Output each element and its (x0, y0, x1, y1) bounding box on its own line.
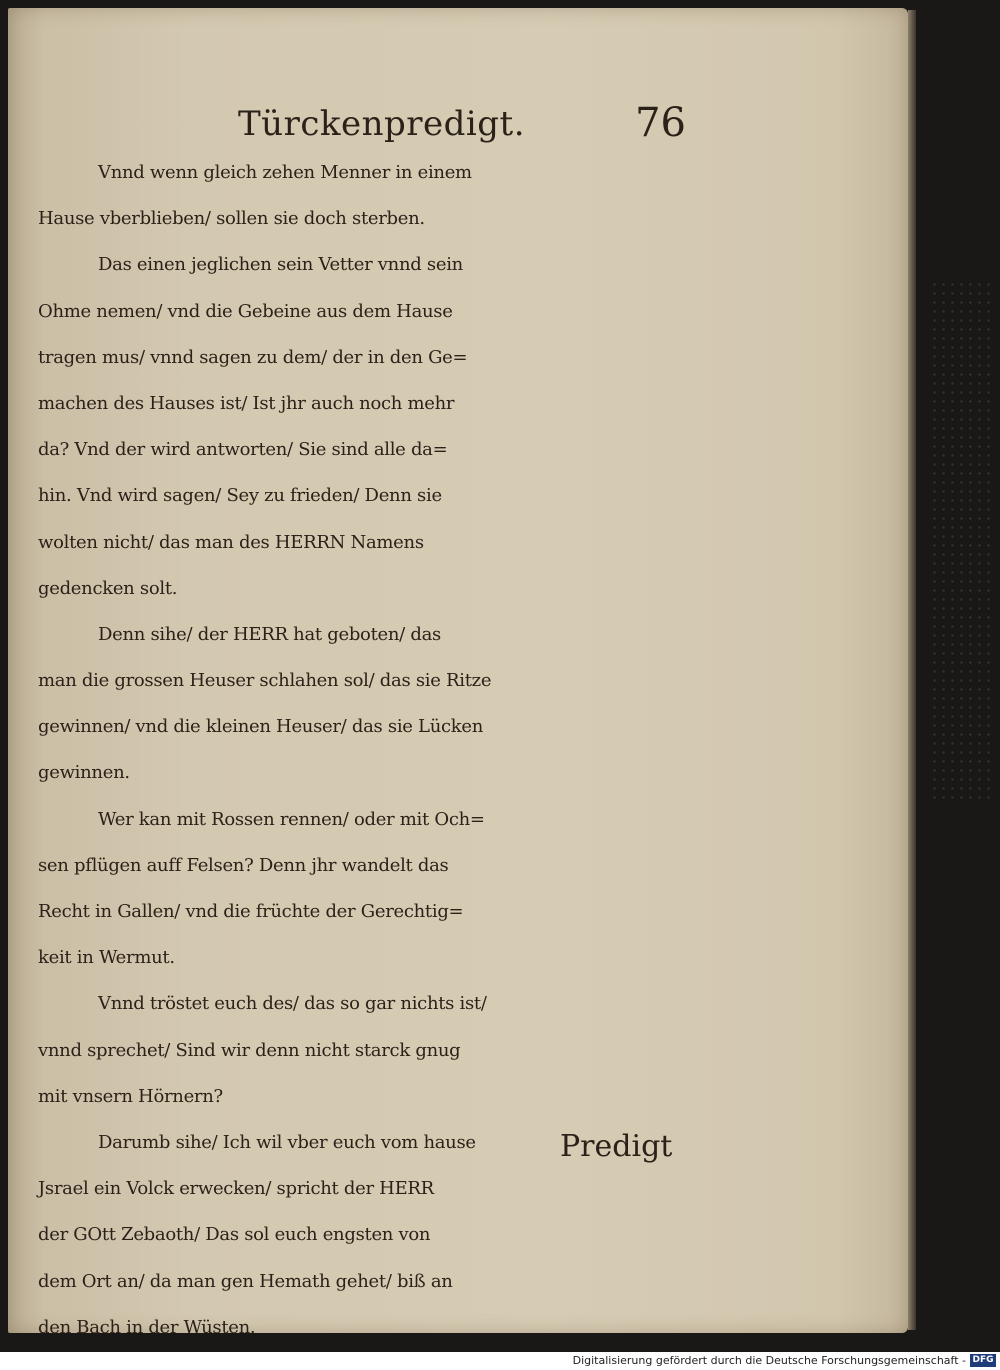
text-line: Das einen jeglichen sein Vetter vnnd sein (98, 254, 463, 276)
text-line: vnnd sprechet/ Sind wir denn nicht starck gnug (38, 1039, 461, 1061)
text-line: dem Ort an/ da man gen Hemath gehet/ biß an (38, 1270, 453, 1292)
text-line: Vnnd tröstet euch des/ das so gar nichts ist/ (98, 993, 487, 1015)
text-line: sen pflügen auff Felsen? Denn jhr wandelt das (38, 854, 449, 876)
text-line: Denn sihe/ der HERR hat geboten/ das (98, 623, 441, 645)
text-line: gewinnen/ vnd die kleinen Heuser/ das sie Lücken (38, 716, 484, 738)
text-line: man die grossen Heuser schlahen sol/ das sie Ritze (38, 670, 492, 692)
text-line: gedencken solt. (38, 577, 178, 599)
scanner-dot-pattern (930, 280, 990, 800)
page-number: 76 (635, 100, 686, 146)
book-page (8, 8, 908, 1338)
footer-credit: Digitalisierung gefördert durch die Deutsche Forschungsgemeinschaft - (572, 1354, 966, 1367)
text-line: hin. Vnd wird sagen/ Sey zu frieden/ Denn sie (38, 485, 442, 507)
page-edge-shadow (908, 10, 916, 1330)
page-header (238, 100, 698, 154)
text-line: Jsrael ein Volck erwecken/ spricht der HERR (38, 1178, 434, 1200)
body-text (38, 150, 688, 1351)
text-line: keit in Wermut. (38, 947, 175, 969)
text-line: Vnnd wenn gleich zehen Menner in einem (98, 162, 472, 183)
text-line: da? Vnd der wird antworten/ Sie sind alle da= (38, 439, 448, 461)
text-line: Hause vberblieben/ sollen sie doch sterben. (38, 208, 425, 230)
catchword: Predigt (560, 1129, 673, 1164)
text-line: Recht in Gallen/ vnd die früchte der Gerechtig= (38, 901, 464, 922)
text-line: Darumb sihe/ Ich wil vber euch vom hause (98, 1131, 476, 1153)
text-line: Ohme nemen/ vnd die Gebeine aus dem Hause (38, 300, 453, 322)
text-line: Wer kan mit Rossen rennen/ oder mit Och= (98, 808, 485, 830)
dfg-logo-icon: DFG (970, 1354, 996, 1367)
text-line: gewinnen. (38, 762, 130, 784)
text-line: tragen mus/ vnnd sagen zu dem/ der in den Ge= (38, 346, 468, 368)
text-line: mit vnsern Hörnern? (38, 1085, 223, 1107)
text-line: den Bach in der Wüsten. (38, 1316, 256, 1338)
text-line: wolten nicht/ das man des HERRN Namens (38, 531, 424, 553)
running-title: Türckenpredigt. (238, 104, 526, 144)
text-line: der GOtt Zebaoth/ Das sol euch engsten von (38, 1224, 431, 1246)
text-line: machen des Hauses ist/ Ist jhr auch noch mehr (38, 392, 455, 414)
